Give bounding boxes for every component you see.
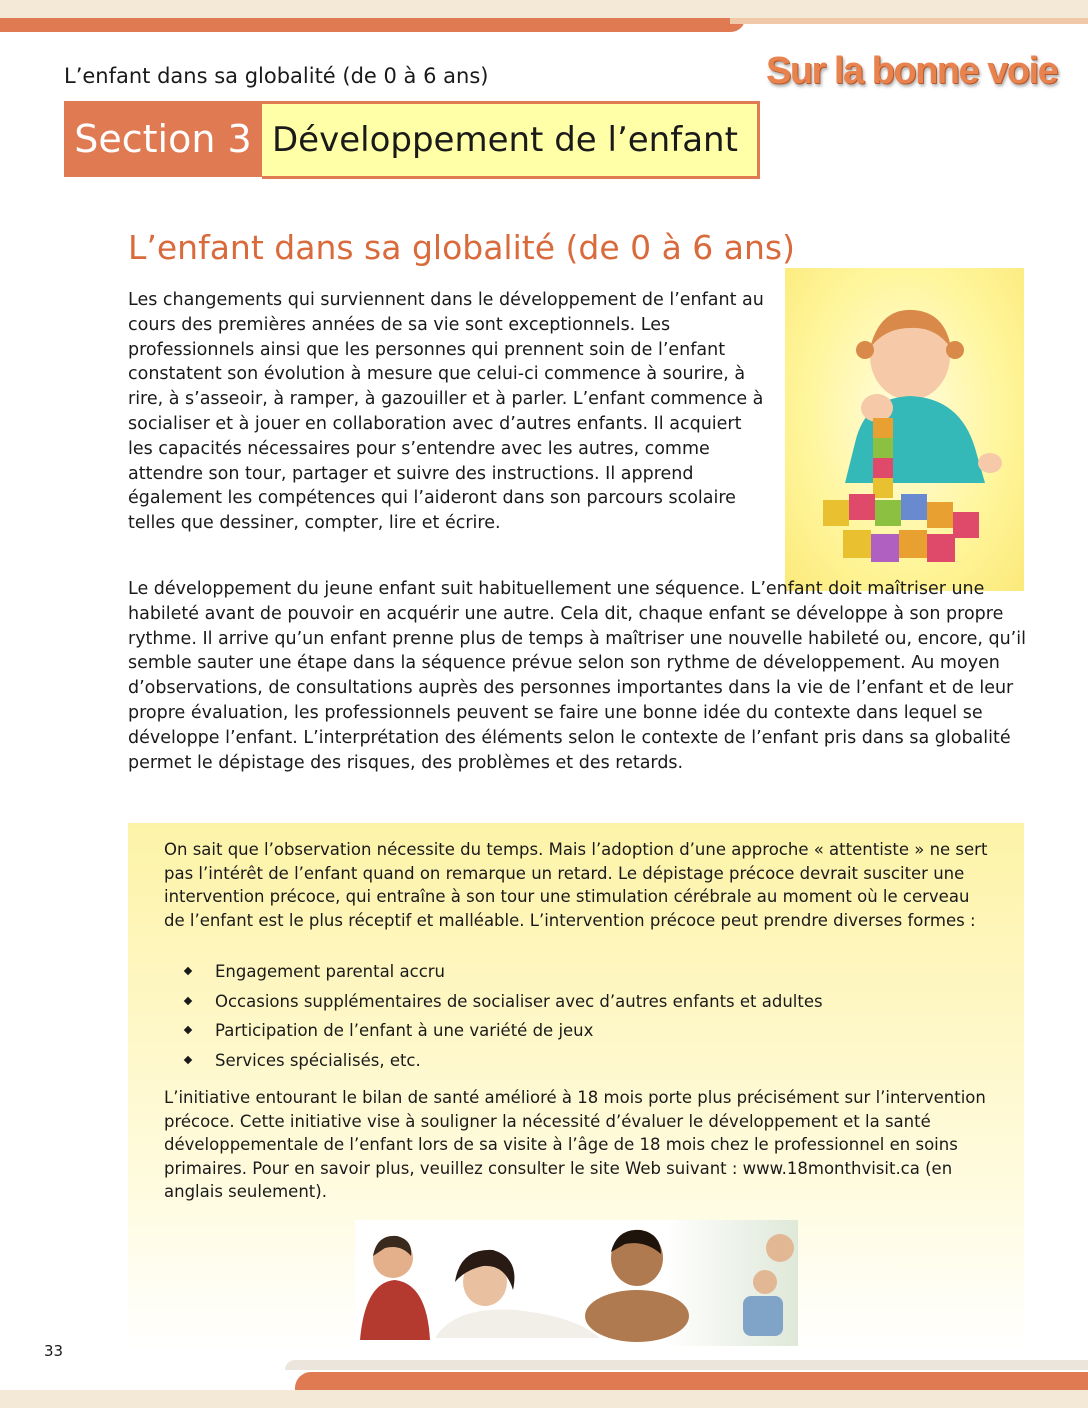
- list-item: [183, 990, 823, 1020]
- top-accent-band: [0, 18, 745, 32]
- diamond-bullet-icon: [184, 996, 192, 1004]
- callout-intro: On sait que l’observation nécessite du temps. Mais l’adoption d’une approche « attentiste » ne sert pas l’intérêt de l’enfant quand on remarque un retard. Le dépistage précoce devrait susciter une intervention précoce, qui entraîne à son tour une stimulation cérébrale au moment où le cerveau de l’enfant est le plus réceptif et malléable. L’intervention précoce peut prendre diverses formes :: [164, 840, 988, 930]
- list-item: [183, 1049, 823, 1079]
- section-title: Développement de l’enfant: [262, 101, 760, 179]
- body-paragraph-1: Les changements qui surviennent dans le développement de l’enfant au cours des premières années de sa vie sont exceptionnels. Les professionnels ainsi que les personnes qui prennent soin de l’enfant constatent son évolution à mesure que celui-ci commence à sourire, à rire, à s’asseoir, à ramper, à gazouiller et à parler. L’enfant commence à socialiser et à jouer en collaboration avec d’autres enfants. Il acquiert les capacités nécessaires pour s’entendre avec les autres, comme attendre son tour, partager et suivre des instructions. Il apprend également les compétences qui l’aideront dans son parcours scolaire telles que dessiner, compter, lire et écrire.: [128, 290, 764, 534]
- list-item-text: Services spécialisés, etc.: [215, 1050, 421, 1070]
- top-band: [0, 0, 1088, 18]
- list-item-text: Occasions supplémentaires de socialiser avec d’autres enfants et adultes: [215, 991, 823, 1011]
- diamond-bullet-icon: [184, 1026, 192, 1034]
- callout-bullet-list: [183, 960, 823, 1078]
- toddler-blocks-photo: [785, 268, 1024, 591]
- diamond-bullet-icon: [184, 1056, 192, 1064]
- diamond-bullet-icon: [184, 967, 192, 975]
- list-item: [183, 960, 823, 990]
- list-item-text: Participation de l’enfant à une variété de jeux: [215, 1021, 594, 1041]
- section-header: [64, 101, 753, 177]
- list-item: [183, 1019, 823, 1049]
- callout-outro: L’initiative entourant le bilan de santé amélioré à 18 mois porte plus précisément sur l’intervention précoce. Cette initiative vise à souligner la nécessité d’évaluer le développement et la santé développementale de l’enfant lors de sa visite à l’âge de 18 mois chez le professionnel en soins primaires. Pour en savoir plus, veuillez consulter le site Web suivant : www.18monthvisit.ca (en anglais seulement).: [164, 1088, 986, 1202]
- page-title: L’enfant dans sa globalité (de 0 à 6 ans): [128, 228, 795, 267]
- body-paragraph-2: Le développement du jeune enfant suit habituellement une séquence. L’enfant doit maîtriser une habileté avant de pouvoir en acquérir une autre. Cela dit, chaque enfant se développe à son propre rythme. Il arrive qu’un enfant prenne plus de temps à maîtriser une nouvelle habileté ou, encore, qu’il semble sauter une étape dans la séquence prévue selon son rythme de développement. Au moyen d’observations, de consultations auprès des personnes importantes dans la vie de l’enfant et de leur propre évaluation, les professionnels peuvent se faire une bonne idée du contexte dans lequel se développe l’enfant. L’interprétation des éléments selon le contexte de l’enfant pris dans sa globalité permet le dépistage des risques, des problèmes et des retards.: [128, 579, 1026, 773]
- family-photo-strip: [355, 1220, 798, 1346]
- list-item-text: Engagement parental accru: [215, 962, 446, 981]
- section-number: Section 3: [64, 101, 262, 177]
- toddler-blocks-illustration: [785, 268, 1024, 591]
- brand-logo: Sur la bonne voie: [766, 50, 1058, 92]
- bottom-band: [0, 1390, 1088, 1408]
- page-number: 33: [44, 1342, 64, 1360]
- bottom-band-thin: [285, 1360, 1088, 1370]
- running-head: L’enfant dans sa globalité (de 0 à 6 ans): [64, 64, 489, 88]
- top-band-thin: [730, 18, 1088, 24]
- family-photo-illustration: [355, 1220, 798, 1346]
- bottom-accent-band: [295, 1372, 1088, 1390]
